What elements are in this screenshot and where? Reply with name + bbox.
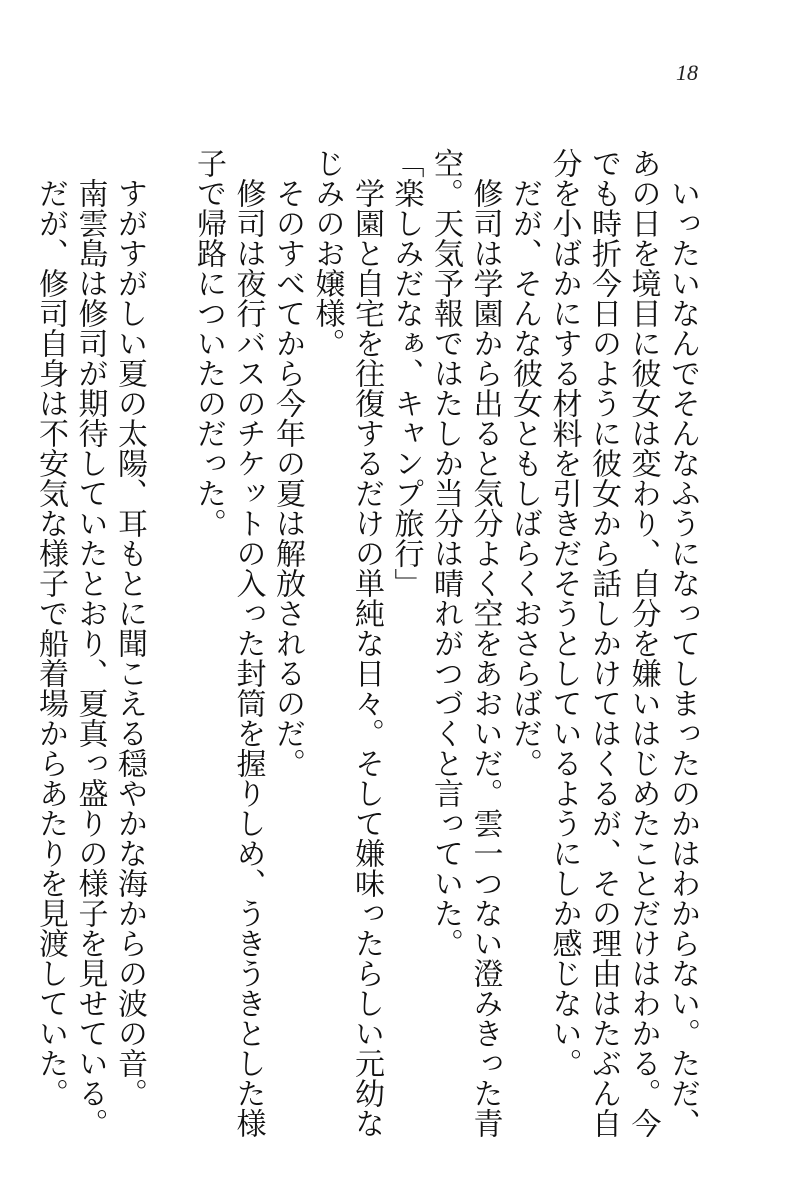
novel-text-body <box>33 148 702 1148</box>
paragraph-1: いったいなんでそんなふうになってしまったのかはわからない。ただ、あの日を境目に彼女は変わり、自分を嫌いはじめたことだけはわかる。今でも時折今日のように彼女から話しかけてはくるが、その理由はたぶん自分を小ばかにする材料を引きだそうとしているようにしか感じない。 <box>546 148 700 1138</box>
paragraph-6: 修司は夜行バスのチケットの入った封筒を握りしめ、うきうきとした様子で帰路についたのだった。 <box>191 148 266 1138</box>
paragraph-3: 修司は学園から出ると気分よく空をあおいだ。雲一つない澄みきった青空。天気予報ではたしか当分は晴れがつづくと言っていた。 <box>428 148 503 1138</box>
paragraph-5: そのすべてから今年の夏は解放されるのだ。 <box>270 178 305 778</box>
page-number: 18 <box>676 60 698 85</box>
paragraph-4: 学園と自宅を往復するだけの単純な日々。そして嫌味ったらしい元幼なじみのお嬢様。 <box>309 148 384 1138</box>
scene-break <box>149 148 189 1148</box>
paragraph-8: 南雲島は修司が期待していたとおり、夏真っ盛りの様子を見せている。 <box>72 178 108 1138</box>
dialogue-line: 「楽しみだなぁ、キャンプ旅行」 <box>388 148 424 598</box>
paragraph-9: だが、修司自身は不安気な様子で船着場からあたりを見渡していた。 <box>33 178 68 1108</box>
paragraph-2: だが、そんな彼女ともしばらくおさらばだ。 <box>507 178 542 778</box>
paragraph-7: すがすがしい夏の太陽、耳もとに聞こえる穏やかな海からの波の音。 <box>112 178 147 1108</box>
